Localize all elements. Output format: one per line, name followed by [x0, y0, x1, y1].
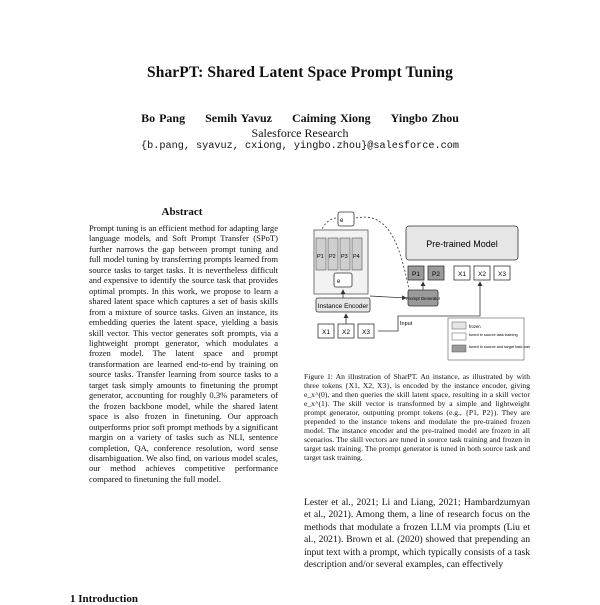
- input-token-label: X3: [362, 329, 370, 336]
- author-name: Semih Yavuz: [205, 111, 272, 125]
- legend-label: frozen: [469, 324, 481, 329]
- input-token-label: X1: [322, 329, 330, 336]
- legend-label: tuned in source task training: [469, 332, 518, 337]
- latent-label: P4: [353, 254, 360, 260]
- query-vector-label: e: [337, 279, 341, 285]
- abstract-text: Prompt tuning is an efficient method for adapting large language models, and Soft Prompt Transfer (SPoT) further narrows the gap between prompt tuning and full model tuning by transferring prompts learned from source tasks to target tasks. It is nevertheless difficult and expensive to identify the source task that provides optimal prompts. In this work, we propose to learn a shared latent space which captures a set of basis skills from a mixture of source tasks. Given an instance, its embedding queries the latent space, yielding a basis skill vector. This vector generates soft prompts, via a lightweight prompt generator, which modulates a frozen model. The latent space and prompt transformation are learned end-to-end by training on source tasks. Transfer learning from source tasks to a target task simply amounts to finetuning the prompt generator, accounting for roughly 0.3% parameters of the frozen backbone model, while the shared latent space is also frozen in finetuning. Our approach outperforms prior soft prompt methods by a significant margin on a variety of tasks such as NLI, sentence completion, QA, conference resolution, word sense disambiguation. We also find, on various model scales, our method achieves competitive performance compared to finetuning the full model.: [89, 223, 278, 484]
- input-label: Input: [400, 321, 413, 327]
- figure-1: [300, 206, 530, 366]
- legend-swatch-source-tuned: [452, 333, 466, 340]
- prompt-token-label: P2: [432, 271, 440, 278]
- legend-swatch-frozen: [452, 322, 466, 329]
- legend-swatch-both-tuned: [452, 345, 466, 352]
- pretrained-model-label: Pre-trained Model: [426, 239, 498, 249]
- paper-title: SharPT: Shared Latent Space Prompt Tuning: [147, 64, 453, 81]
- input-token-label: X2: [342, 329, 350, 336]
- section-heading-introduction: 1 Introduction: [70, 593, 138, 605]
- arrow: [370, 296, 406, 298]
- author-name: Yingbo Zhou: [390, 111, 459, 125]
- model-input-token-label: X3: [498, 271, 506, 278]
- prompt-generator-label: Prompt Generator: [405, 296, 441, 301]
- author-emails: {b.pang, syavuz, cxiong, yingbo.zhou}@salesforce.com: [141, 141, 459, 152]
- prompt-token-label: P1: [412, 271, 420, 278]
- instance-encoder-label: Instance Encoder: [317, 303, 369, 310]
- latent-label: P3: [341, 254, 348, 260]
- author-name: Caiming Xiong: [291, 111, 371, 125]
- author-name: Bo Pang: [141, 111, 186, 125]
- legend-label: tuned in source and target task training: [469, 344, 530, 349]
- latent-label: P2: [329, 254, 336, 260]
- abstract-heading: Abstract: [161, 206, 203, 218]
- model-input-token-label: X1: [458, 271, 466, 278]
- body-text-right-column: Lester et al., 2021; Li and Liang, 2021; Hambardzumyan et al., 2021). Among them, a line of research focus on the methods that modulate a frozen LLM via prompts (Liu et al., 2021). Brown et al. (2020) showed that prepending an input text with a prompt, which typically consists of a task description and/or several examples, can effectively: [304, 497, 530, 571]
- author-list: [0, 111, 600, 126]
- skill-vector-label: e: [340, 218, 344, 224]
- model-input-token-label: X2: [478, 271, 486, 278]
- figure-diagram: [300, 206, 530, 366]
- latent-label: P1: [317, 254, 324, 260]
- affiliation: Salesforce Research: [251, 126, 349, 140]
- figure-caption: Figure 1: An illustration of SharPT. An instance, as illustrated by with three tokens {X1, X2, X3}, is encoded by the instance encoder, giving e_x^(0), and then queries the skill latent space, resulting in a skill vector e_x^(1). The skill vector is transformed by a simple and lightweight prompt generator, outputting prompt tokens (e.g., {P1, P2}). They are prepended to the instance tokens and modulate the pre-trained frozen model. The instance encoder and the pre-trained model are frozen in all scenarios. The skill vectors are tuned in source task training and frozen in target task training. The prompt generator is tuned in both source task and target task training.: [304, 372, 530, 463]
